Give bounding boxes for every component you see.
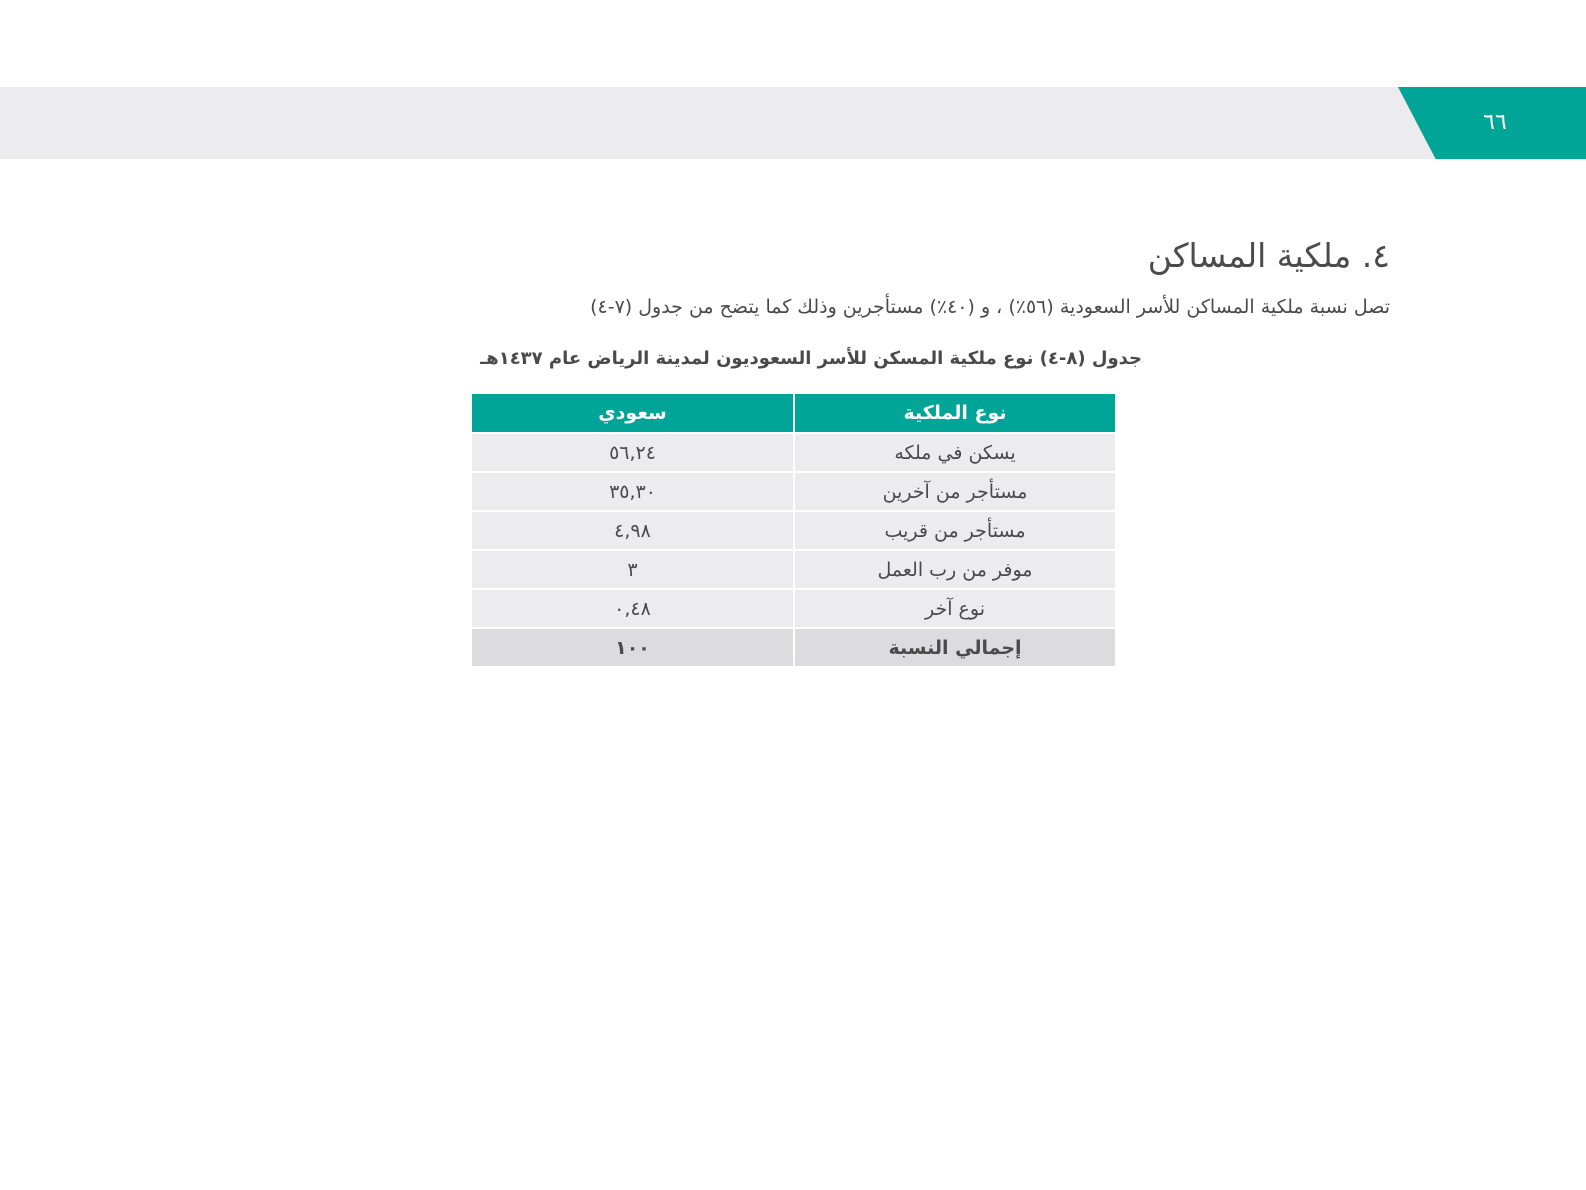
cell-value: ٥٦,٢٤ — [472, 433, 794, 472]
total-value: ١٠٠ — [472, 628, 794, 666]
cell-type: يسكن في ملكه — [794, 433, 1115, 472]
cell-value: ٤,٩٨ — [472, 511, 794, 550]
table-row — [472, 589, 1115, 628]
table-row — [472, 472, 1115, 511]
cell-type: موفر من رب العمل — [794, 550, 1115, 589]
cell-value: ٣ — [472, 550, 794, 589]
table-row — [472, 433, 1115, 472]
cell-type: مستأجر من قريب — [794, 511, 1115, 550]
cell-value: ٠,٤٨ — [472, 589, 794, 628]
header-ownership-type: نوع الملكية — [794, 394, 1115, 433]
intro-paragraph: تصل نسبة ملكية المساكن للأسر السعودية (٥٦٪) ، و (٤٠٪) مستأجرين وذلك كما يتضح من جدول (٧-٤) — [590, 296, 1390, 318]
table-row — [472, 550, 1115, 589]
page-number: ٦٦ — [1483, 110, 1507, 135]
total-label: إجمالي النسبة — [794, 628, 1115, 666]
table-header-row — [472, 394, 1115, 433]
table-caption: جدول (٨-٤) نوع ملكية المسكن للأسر السعوديون لمدينة الرياض عام ١٤٣٧هـ — [480, 348, 1142, 369]
header-saudi: سعودي — [472, 394, 794, 433]
header-band — [0, 87, 1586, 159]
table-row — [472, 511, 1115, 550]
section-title: ٤. ملكية المساكن — [1147, 236, 1390, 275]
cell-type: مستأجر من آخرين — [794, 472, 1115, 511]
total-row — [472, 628, 1115, 666]
cell-value: ٣٥,٣٠ — [472, 472, 794, 511]
cell-type: نوع آخر — [794, 589, 1115, 628]
ownership-table — [472, 394, 1115, 666]
